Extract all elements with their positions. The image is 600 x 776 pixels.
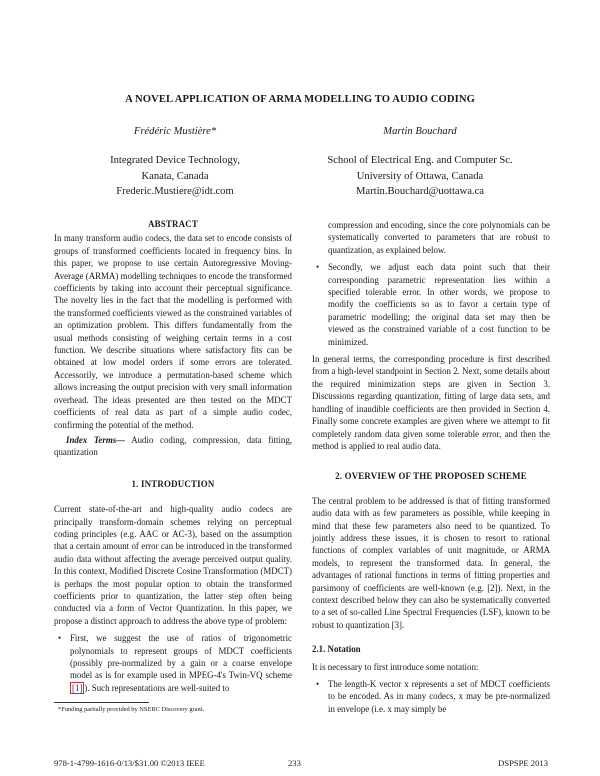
paper-title: A NOVEL APPLICATION OF ARMA MODELLING TO AUDIO CODING xyxy=(125,94,475,105)
affiliation-line: School of Electrical Eng. and Computer Sc. xyxy=(327,155,513,166)
section2-heading: 2. OVERVIEW OF THE PROPOSED SCHEME xyxy=(335,471,527,482)
notation-heading: 2.1. Notation xyxy=(312,644,361,655)
author-affiliation xyxy=(60,153,290,200)
footer-conference: DSPSPE 2013 xyxy=(498,758,548,768)
author-name: Martin Bouchard xyxy=(383,126,457,137)
abstract-text: In many transform audio codecs, the data set to encode consists of groups of transformed coefficients located in frequency bins. In this paper, we propose to use certain Autoregressive Moving-Average (ARMA) modelling techniques to encode the transformed coefficients by taking into account their perceptual significance. The novelty lies in the fact that the modelling is performed with the transformed coefficients viewed as the constrained variables of an optimization problem. This differs fundamentally from the usual methods consisting of weighing certain terms in a cost function. We describe situations where satisfactory fits can be obtained at low model orders if some errors are tolerated. Accessorily, we introduce a permutation-based scheme which allows increasing the output precision with very small information overhead. The ideas presented are then tested on the MDCT coefficients of real data as part of a simple audio codec, confirming the potential of the method. xyxy=(54,233,292,430)
list-item: • The length-K vector x represents a set of MDCT coefficients to be encoded. As in many codecs, x may be pre-normalized in envelope (i.e. x may simply be xyxy=(316,679,550,714)
footnote: *Funding partially provided by NSERC Discovery grant. xyxy=(58,706,205,713)
index-terms xyxy=(54,434,292,459)
bullet-icon: • xyxy=(58,633,62,644)
notation-text: It is necessary to first introduce some notation: xyxy=(312,661,479,672)
section2-text: The central problem to be addressed is that of fitting transformed audio data with as few parameters as possible, while keeping in mind that these few parameters also need to be quantized. To jointly address these issues, it is chosen to resort to rational functions of complex variables of unit magnitude, or ARMA models, to represent the transformed data. In general, the advantages of rational functions in terms of fitting properties and parsimony of coefficients are well-known (e.g. [2]). Next, in the context described below they can also be systematically converted to a set of so-called Line Spectral Frequencies (LSF), known to be robust to quantization [3]. xyxy=(312,495,550,630)
list-item-continued: compression and encoding, since the core polynomials can be systematically converted to parameters that are robust to quantization, as explained below. xyxy=(328,220,550,255)
affiliation-line: Kanata, Canada xyxy=(141,170,209,182)
page-number: 233 xyxy=(288,758,301,768)
affiliation-line: University of Ottawa, Canada xyxy=(356,170,484,182)
footnote-divider xyxy=(54,702,149,703)
author-email: Martin.Bouchard@uottawa.ca xyxy=(355,186,484,197)
abstract-heading: ABSTRACT xyxy=(148,219,198,229)
citation-link[interactable]: [1] xyxy=(72,682,83,693)
bullet-icon: • xyxy=(316,679,320,689)
introduction-text: Current state-of-the-art and high-quality audio codecs are principally transform-domain schemes relying on perceptual coding principles (e.g. AAC or AC-3), based on the assumption that a certain amount of error can be introduced in the transformed audio data without affecting the average perceived output quality. In this context, Modified Discrete Cosine Transformation (MDCT) is perhaps the most popular option to obtain the transformed coefficients prior to quantization, the latter step often being conducted via a form of Vector Quantization. In this paper, we propose a distinct approach to address the above type of problem: xyxy=(54,504,292,626)
author-name: Frédéric Mustière* xyxy=(133,126,217,137)
list-item: • Secondly, we adjust each data point such that their corresponding parametric representation lies within a specified tolerable error. In other words, we propose to modify the coefficients so as to favor a certain type of parametric modelling; the original data set may then be viewed as the constrained variable of a cost function to be minimized. xyxy=(316,262,550,347)
footer-copyright: 978-1-4799-1616-0/13/$31.00 ©2013 IEEE xyxy=(54,758,205,768)
affiliation-line: Integrated Device Technology, xyxy=(110,155,240,166)
list-item: • First, we suggest the use of ratios of trigonometric polynomials to represent groups of MDCT coefficients (possibly pre-normalized by a gain or a coarse envelope model as is for example used in MPEG-4's Twin-VQ scheme [1] ). Such representations are well-suited to xyxy=(58,633,292,693)
index-terms-text: Audio coding, compression, data fitting, quantization xyxy=(54,434,293,458)
right-column xyxy=(312,219,550,715)
index-terms-label: Index Terms— xyxy=(66,434,126,445)
author-block-1 xyxy=(60,124,290,200)
author-block-2 xyxy=(290,124,550,200)
left-column xyxy=(54,218,292,694)
overview-paragraph: In general terms, the corresponding procedure is first described from a high-level standpoint in Section 2. Next, some details about the required minimization steps are given in Section 3. Discussions regarding quantization, fitting of large data sets, and handling of inaudible coefficients are then provided in Section 4. Finally some concrete examples are given where we attempt to fit completely random data given some tolerable error, and then the method is applied to real audio data. xyxy=(312,354,550,451)
author-affiliation xyxy=(290,153,550,200)
introduction-heading: 1. INTRODUCTION xyxy=(131,478,215,489)
author-email: Frederic.Mustiere@idt.com xyxy=(116,186,234,197)
bullet-icon: • xyxy=(316,262,320,273)
